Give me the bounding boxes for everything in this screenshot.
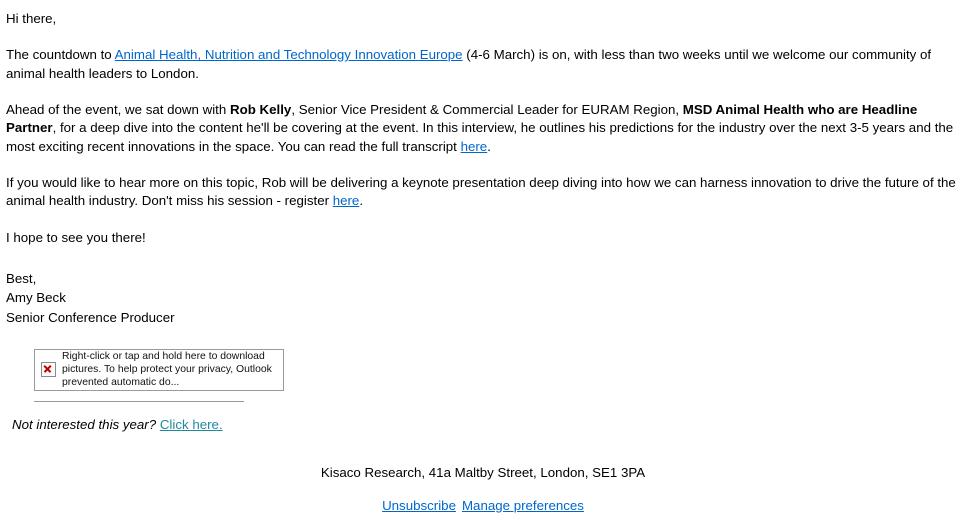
paragraph2-post: .: [487, 138, 491, 154]
footer-address: Kisaco Research, 41a Maltby Street, London, SE1 3PA: [320, 465, 646, 481]
signature: [6, 269, 960, 327]
blocked-image-placeholder[interactable]: [34, 349, 284, 391]
paragraph-closing: I hope to see you there!: [6, 229, 146, 245]
paragraph3-post: .: [359, 193, 364, 209]
paragraph-interview: [6, 101, 960, 156]
paragraph-countdown: [6, 46, 960, 83]
register-link[interactable]: here: [332, 193, 360, 209]
paragraph2-pre: Ahead of the event, we sat down with: [6, 102, 230, 118]
signature-line-2: Amy Beck: [6, 290, 66, 306]
blocked-image-alt-text: Right-click or tap and hold here to download pictures. To help protect your privacy, Outlook prevented automatic do...: [62, 351, 272, 389]
signature-line-3: Senior Conference Producer: [6, 309, 175, 325]
event-link[interactable]: Animal Health, Nutrition and Technology Innovation Europe: [114, 47, 463, 63]
manage-preferences-link[interactable]: Manage preferences: [461, 497, 584, 513]
email-footer: [6, 464, 960, 515]
speaker-name: Rob Kelly: [229, 102, 292, 118]
opt-out-line: [12, 416, 960, 434]
opt-out-text: Not interested this year?: [12, 416, 160, 432]
paragraph2-mid2: , for a deep dive into the content he'll be covering at the event. In this interview, he outlines his predictions for the industry over the next 3-5 years and the most exciting recent innovations in the space. You can read the full transcript: [6, 120, 954, 154]
paragraph3-pre: If you would like to hear more on this topic, Rob will be delivering a keynote presentation deep diving into how we can harness innovation to drive the future of the animal health industry. Don't miss his session - register: [6, 175, 956, 209]
partner-name: MSD Animal Health who are Headline Partner: [6, 102, 918, 136]
greeting: Hi there,: [6, 11, 57, 26]
paragraph1-pre: The countdown to: [6, 47, 115, 63]
broken-image-icon: [41, 362, 56, 377]
opt-out-link[interactable]: Click here.: [159, 416, 223, 432]
paragraph2-mid1: , Senior Vice President & Commercial Leader for EURAM Region,: [291, 102, 683, 118]
unsubscribe-link[interactable]: Unsubscribe: [382, 497, 456, 513]
signature-line-1: Best,: [6, 271, 37, 287]
paragraph-keynote: [6, 174, 960, 211]
paragraph1-post: (4-6 March) is on, with less than two weeks until we welcome our community of animal health leaders to London.: [6, 47, 932, 81]
footer-links: [6, 497, 960, 515]
transcript-link[interactable]: here: [460, 138, 488, 154]
divider: [34, 401, 244, 402]
